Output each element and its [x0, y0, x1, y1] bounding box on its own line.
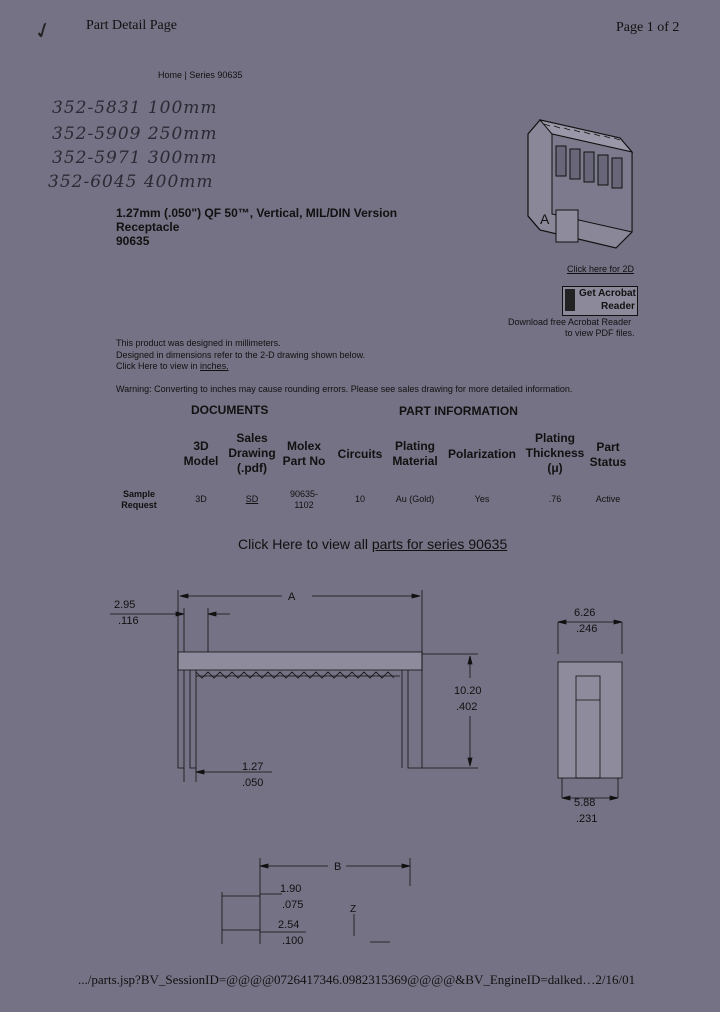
breadcrumb-home[interactable]: Home — [158, 70, 183, 80]
acrobat-badge-line1: Get Acrobat — [579, 288, 636, 299]
drawing-side-view — [548, 602, 638, 824]
footer-url — [78, 972, 635, 988]
dim-075: .075 — [282, 899, 304, 911]
documents-group-header: DOCUMENTS — [191, 403, 269, 417]
acrobat-logo-icon — [565, 289, 575, 311]
sample-request-link[interactable]: Sample Request — [121, 489, 157, 510]
view-all-parts — [238, 536, 507, 552]
dim-1020: 10.20 — [454, 685, 482, 697]
product-subtitle: Receptacle — [116, 220, 180, 234]
col-header-molex-part-no: Molex Part No — [282, 439, 326, 468]
view-all-parts-link[interactable]: parts for series 90635 — [371, 536, 508, 552]
handwritten-note: 352-5831 100mm — [52, 98, 218, 118]
page-title: Part Detail Page — [86, 18, 177, 33]
col-header-polarization: Polarization — [447, 447, 516, 461]
dim-116: .116 — [118, 615, 139, 627]
click-2d-link[interactable]: Click here for 2D — [567, 264, 635, 274]
download-acrobat-text[interactable]: Download free Acrobat Reader — [508, 317, 632, 327]
cell-circuits: 10 — [354, 494, 365, 504]
cell-part-status: Active — [595, 494, 621, 504]
dim-127: 1.27 — [242, 761, 264, 773]
acrobat-badge-line2: Reader — [601, 301, 635, 312]
view-all-prefix: Click Here to view all — [238, 536, 368, 552]
cell-polarization: Yes — [474, 494, 490, 504]
cell-part-no: 90635- 1102 — [289, 489, 319, 510]
col-header-plating-thickness: Plating Thickness (μ) — [525, 431, 585, 475]
col-header-circuits: Circuits — [337, 447, 383, 461]
dim-231: .231 — [576, 813, 598, 824]
handwritten-note: 352-5909 250mm — [52, 124, 218, 144]
check-mark-icon: ✓ — [30, 15, 56, 46]
notes-line2: Designed in dimensions refer to the 2-D drawing shown below. — [116, 350, 366, 360]
svg-text:A: A — [540, 211, 550, 227]
notes-line1: This product was designed in millimeters. — [116, 338, 281, 348]
notes-line3-prefix: Click Here to view in — [116, 361, 198, 371]
product-title: 1.27mm (.050") QF 50™, Vertical, MIL/DIN Version — [116, 206, 398, 220]
dim-626: 6.26 — [574, 607, 596, 619]
footer-date: 2/16/01 — [595, 972, 636, 987]
acrobat-reader-badge[interactable] — [562, 286, 638, 316]
view-pdf-text: to view PDF files. — [565, 328, 635, 338]
dim-a-label: A — [288, 591, 296, 603]
dim-246: .246 — [576, 623, 598, 635]
rounding-warning: Warning: Converting to inches may cause rounding errors. Please see sales drawing for more detailed information. — [116, 384, 573, 394]
dim-100: .100 — [282, 935, 304, 946]
product-series-number: 90635 — [116, 234, 150, 248]
breadcrumb-series[interactable]: Series 90635 — [189, 70, 243, 80]
breadcrumb-separator: | — [184, 70, 187, 80]
breadcrumb — [158, 70, 242, 80]
dim-254: 2.54 — [278, 919, 300, 931]
col-header-sales-drawing: Sales Drawing (.pdf) — [228, 431, 276, 475]
col-header-plating-material: Plating Material — [392, 439, 438, 468]
drawing-front-view — [100, 582, 500, 792]
cell-plating-material: Au (Gold) — [395, 494, 435, 504]
cell-sales-drawing-link[interactable]: SD — [245, 494, 259, 504]
dim-050: .050 — [242, 777, 264, 789]
pin-label: Z — [350, 904, 357, 915]
cell-plating-thickness: .76 — [548, 494, 562, 504]
footer-url-text: .../parts.jsp?BV_SessionID=@@@@0726417346.0982315369@@@@&BV_EngineID=dalked… — [78, 972, 596, 987]
connector-3d-image[interactable] — [520, 112, 644, 258]
inches-link[interactable]: inches. — [200, 361, 229, 371]
col-header-3d-model: 3D Model — [183, 439, 219, 468]
cell-3d-model[interactable]: 3D — [195, 494, 207, 504]
handwritten-note: 352-6045 400mm — [48, 172, 214, 192]
handwritten-note: 352-5971 300mm — [52, 148, 218, 168]
dim-295: 2.95 — [114, 599, 136, 611]
dim-402: .402 — [456, 701, 478, 713]
col-header-part-status: Part Status — [589, 440, 627, 469]
part-info-group-header: PART INFORMATION — [399, 404, 518, 418]
drawing-bottom-view — [220, 856, 420, 946]
dim-190: 1.90 — [280, 883, 302, 895]
notes-line3 — [116, 361, 229, 371]
dim-588: 5.88 — [574, 797, 596, 809]
page-indicator: Page 1 of 2 — [616, 20, 680, 35]
dim-b-label: B — [334, 861, 342, 873]
